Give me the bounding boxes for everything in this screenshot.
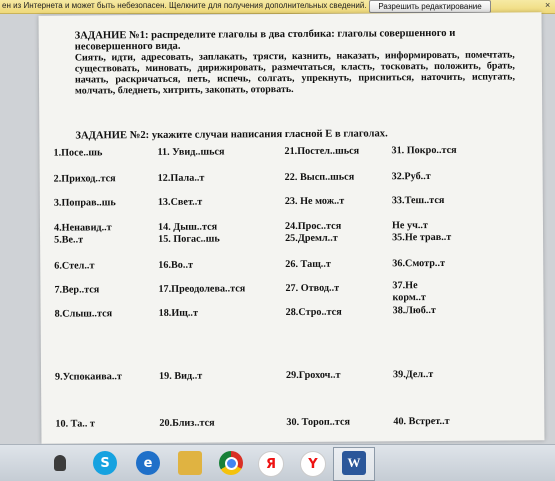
exercise-item: 39.Дел..т (392, 369, 434, 381)
exercise-item: 23. Не мож..т (284, 195, 345, 208)
document-page (39, 12, 545, 444)
yandex-icon[interactable]: Я (258, 451, 284, 477)
exercise-item: 7.Вер..тся (54, 284, 100, 296)
exercise-item: корм..т (392, 292, 426, 304)
exercise-item: 13.Свет..т (157, 196, 203, 208)
protected-view-message: ен из Интернета и может быть небезопасен. Щелкните для получения дополнительных сведений. (2, 1, 367, 10)
chrome-icon[interactable] (219, 451, 243, 475)
exercise-item: 3.Поправ..шь (53, 197, 116, 209)
exercise-item: 6.Стел..т (54, 260, 95, 272)
exercise-item: 38.Люб..т (392, 304, 436, 317)
exercise-item: 26. Тащ..т (285, 258, 331, 271)
exercise-item: 15. Погас..шь (158, 233, 220, 245)
exercise-item: 4.Ненавид..т (53, 222, 112, 234)
exercise-item: 1.Посе..шь (53, 147, 103, 159)
skype-icon[interactable]: S (93, 451, 117, 475)
exercise-item: 16.Во..т (158, 259, 194, 271)
close-icon[interactable]: × (545, 0, 551, 10)
exercise-item: 31. Покро..тся (391, 144, 457, 157)
exercise-item: Не уч..т (391, 220, 428, 232)
word-icon[interactable]: W (342, 451, 366, 475)
exercise-item: 33.Теш..тся (391, 194, 445, 207)
exercise-item: 28.Стро..тся (285, 306, 342, 319)
exercise-item: 35.Не трав..т (392, 231, 452, 244)
exercise-item: 14. Дыш..тся (157, 221, 218, 233)
file-explorer-icon[interactable] (178, 451, 202, 475)
exercise-item: 5.Ве..т (54, 234, 84, 246)
exercise-item: 18.Ищ..т (158, 307, 198, 319)
exercise-item: 19. Вид..т (158, 370, 203, 382)
exercise-item: 8.Слыш..тся (54, 308, 113, 320)
taskbar (0, 444, 555, 481)
internet-explorer-icon[interactable]: e (136, 451, 160, 475)
exercise-item: 10. Та.. т (55, 418, 95, 430)
yandex-browser-icon[interactable]: Y (300, 451, 326, 477)
task1-heading: ЗАДАНИЕ №1: распределите глаголы в два столбика: глаголы совершенного и несовершенного вида. (74, 27, 456, 53)
exercise-item: 36.Смотр..т (392, 257, 446, 270)
exercise-item: 24.Прос..тся (284, 220, 342, 233)
exercise-item: 9.Успокаива..т (54, 371, 122, 383)
exercise-item: 17.Преодолева..тся (158, 283, 246, 295)
exercise-item: 11. Увид..шься (157, 146, 225, 158)
exercise-item: 29.Грохоч..т (285, 369, 341, 382)
microphone-icon[interactable] (54, 455, 66, 471)
task2-heading: ЗАДАНИЕ №2: укажите случаи написания гласной Е в глаголах. (75, 128, 388, 142)
exercise-item: 25.Дремл..т (285, 232, 338, 245)
exercise-item: 37.Не (392, 280, 418, 292)
exercise-item: 32.Руб..т (391, 171, 431, 183)
exercise-item: 27. Отвод..т (285, 282, 340, 295)
exercise-item: 30. Тороп..тся (286, 416, 351, 429)
exercise-item: 12.Пала..т (157, 172, 205, 184)
task1-verb-list: Сиять, идти, адресовать, заплакать, трясти, казнить, наказать, информировать, помечтать, существовать, миновать, дирижировать, размечтаться, класть, тосковать, положить, брать, начать, раскричаться, петь, испечь, солгать, упрекнуть, присниться, наточить, испугать, молчать, бледнеть, хитрить, закопать, оторвать. (74, 49, 515, 97)
exercise-item: 2.Приход..тся (53, 173, 116, 185)
enable-editing-button[interactable]: Разрешить редактирование (369, 0, 491, 13)
exercise-item: 22. Высп..шься (284, 171, 355, 184)
exercise-item: 40. Встрет..т (393, 415, 450, 428)
exercise-item: 21.Постел..шься (284, 145, 360, 158)
exercise-item: 20.Близ..тся (159, 417, 215, 429)
